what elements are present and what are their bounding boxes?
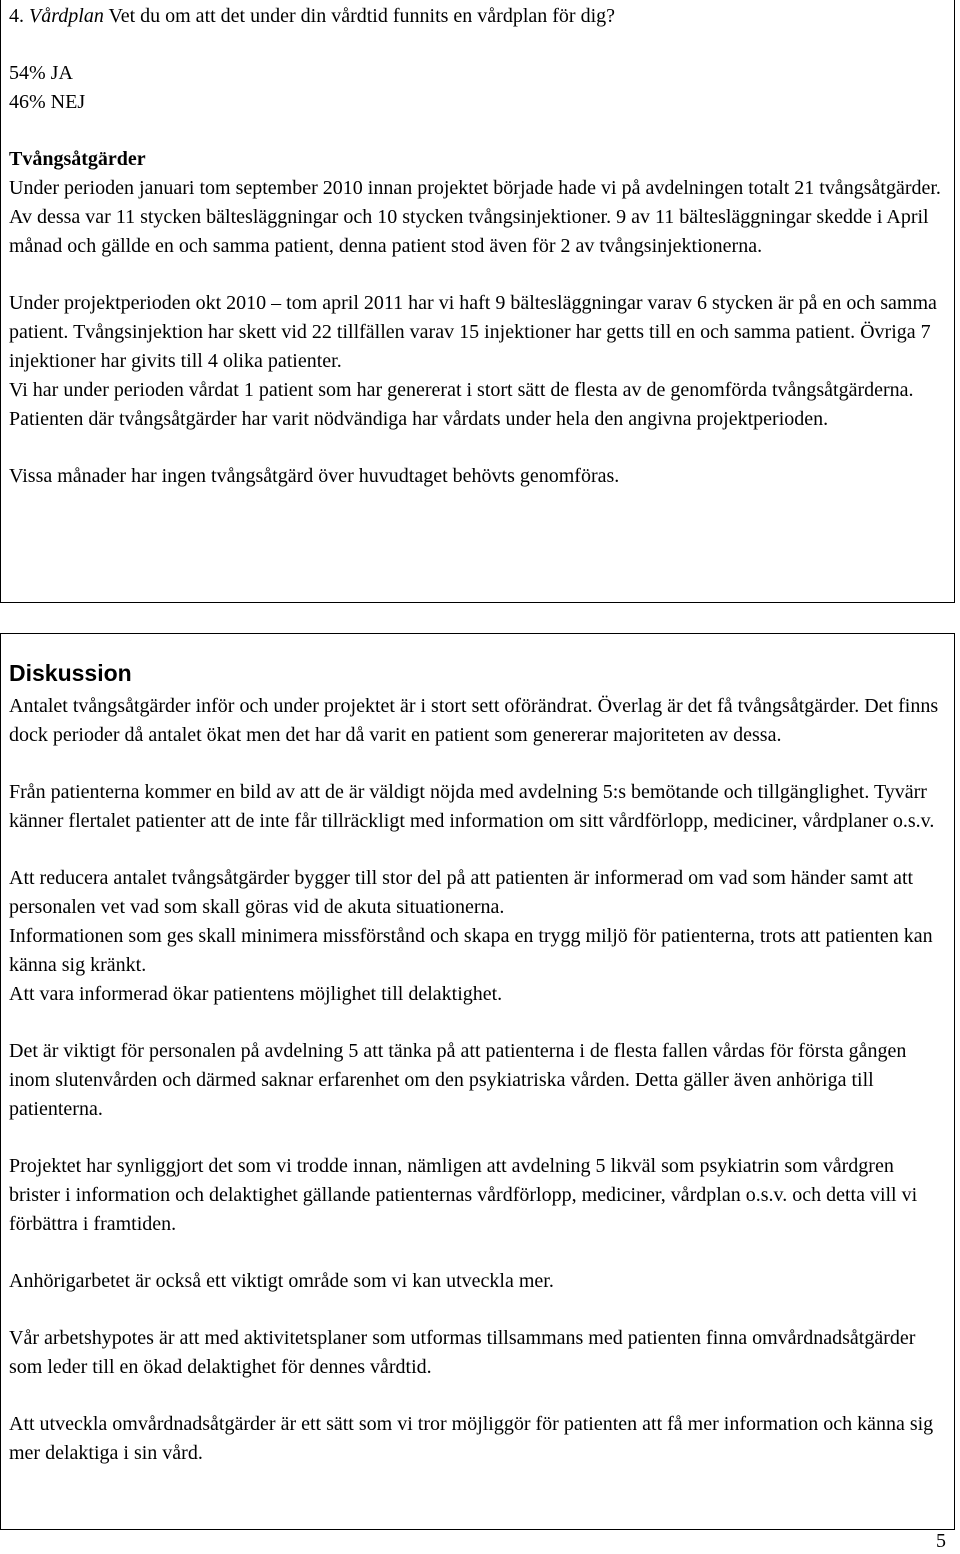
question-label: Vårdplan [29, 5, 104, 27]
paragraph: Vissa månader har ingen tvångsåtgärd över huvudtaget behövts genomföras. [9, 465, 620, 487]
question-text: Vet du om att det under din vårdtid funnits en vårdplan för dig? [108, 5, 616, 27]
question-line [9, 2, 946, 31]
paragraph: Under projektperioden okt 2010 – tom april 2011 har vi haft 9 bältesläggningar varav 6 stycken är på en och samma patient. Tvångsinjektion har skett vid 22 tillfällen varav 15 injektioner har getts till en och samma patient. Övriga 7 injektioner har givits till 4 olika patienter. [9, 292, 937, 372]
paragraph: Anhörigarbetet är också ett viktigt område som vi kan utveckla mer. [9, 1270, 554, 1292]
paragraph: Det är viktigt för personalen på avdelning 5 att tänka på att patienterna i de flesta fallen vårdas för första gången inom slutenvården och därmed saknar erfarenhet om den psykiatriska vården. Detta gäller även anhöriga till patienterna. [9, 1040, 907, 1120]
paragraph: Att vara informerad ökar patientens möjlighet till delaktighet. [9, 983, 503, 1005]
paragraph: Vår arbetshypotes är att med aktivitetsplaner som utformas tillsammans med patienten finna omvårdnadsåtgärder som leder till en ökad delaktighet för dennes vårdtid. [9, 1327, 916, 1378]
answer-yes: 54% JA [9, 62, 73, 84]
paragraph: Informationen som ges skall minimera missförstånd och skapa en trygg miljö för patienterna, trots att patienten kan känna sig kränkt. [9, 925, 933, 976]
discussion-box [0, 633, 955, 1530]
paragraph: Vi har under perioden vårdat 1 patient som har genererat i stort sätt de flesta av de genomförda tvångsåtgärderna. Patienten där tvångsåtgärder har varit nödvändiga har vårdats under hela den angivna projektperioden. [9, 379, 914, 430]
paragraph: Under perioden januari tom september 2010 innan projektet började hade vi på avdelningen totalt 21 tvångsåtgärder. Av dessa var 11 stycken bältesläggningar och 10 stycken tvångsinjektioner. 9 av 11 bältesläggningar skedde i April månad och gällde en och samma patient, denna patient stod även för 2 av tvångsinjektionerna. [9, 177, 941, 257]
page-number: 5 [936, 1530, 946, 1552]
paragraph: Att utveckla omvårdnadsåtgärder är ett sätt som vi tror möjliggör för patienten att få mer information och känna sig mer delaktiga i sin vård. [9, 1413, 934, 1464]
question-number: 4. [9, 5, 24, 27]
paragraph: Projektet har synliggjort det som vi trodde innan, nämligen att avdelning 5 likväl som psykiatrin som vårdgren brister i information och delaktighet gällande patienternas vårdförlopp, mediciner, vårdplan o.s.v. och detta vill vi förbättra i framtiden. [9, 1155, 918, 1235]
section-heading-diskussion: Diskussion [9, 660, 132, 686]
paragraph: Att reducera antalet tvångsåtgärder bygger till stor del på att patienten är informerad om vad som händer samt att personalen vet vad som skall göras vid de akuta situationerna. [9, 867, 914, 918]
paragraph: Antalet tvångsåtgärder inför och under projektet är i stort sett oförändrat. Överlag är det få tvångsåtgärder. Det finns dock perioder då antalet ökat men det har då varit en patient som genererar majoriteten av dessa. [9, 695, 939, 746]
answer-no: 46% NEJ [9, 91, 86, 113]
section-heading-tvangsatgarder: Tvångsåtgärder [9, 148, 146, 170]
paragraph: Från patienterna kommer en bild av att de är väldigt nöjda med avdelning 5:s bemötande och tillgänglighet. Tyvärr känner flertalet patienter att de inte får tillräckligt med information om sitt vårdförlopp, mediciner, vårdplaner o.s.v. [9, 781, 935, 832]
results-box [0, 0, 955, 603]
